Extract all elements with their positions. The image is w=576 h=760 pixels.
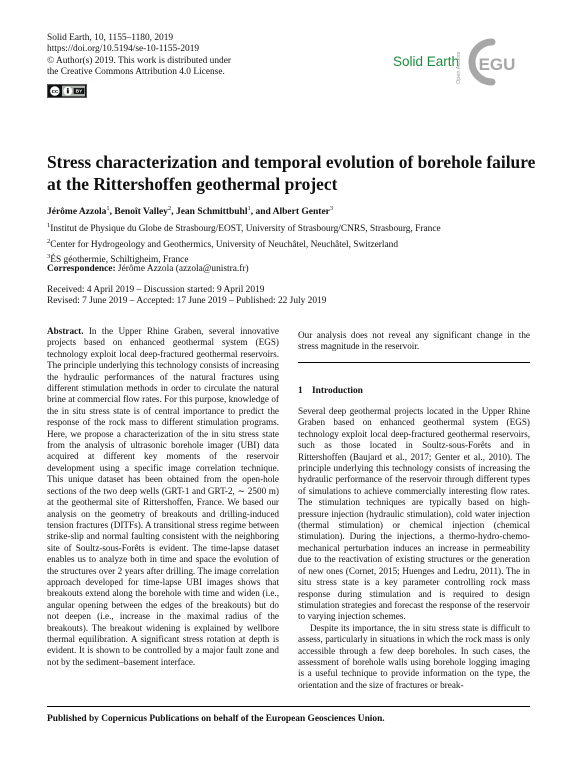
author-affiliation-mark: 1 (247, 205, 251, 212)
author-list (47, 205, 333, 217)
author-name: Benoît Valley (114, 207, 168, 218)
introduction-body (298, 406, 530, 691)
egu-logo-icon (466, 34, 522, 90)
correspondence (47, 264, 249, 274)
svg-text:BY: BY (75, 89, 83, 95)
publication-dates (47, 285, 326, 308)
abstract-text: In the Upper Rhine Graben, several innovative projects based on enhanced geothermal system (EGS) technology exploit local deep-fractured geothermal reservoirs. The principle underlying this technology consists of increasing the hydraulic performances of the natural fractures using different stimulation methods in order to circulate the natural brine at commercial flow rates. For this purpose, knowledge of the in situ stress state is of central importance to predict the response of the rock mass to different stimulation programs. Here, we propose a characterization of the in situ stress state from the analysis of ultrasonic borehole imager (UBI) data acquired at different key moments of the reservoir development using a specific image correlation technique. This unique dataset has been obtained from the open-hole sections of the two deep wells (GRT-1 and GRT-2, ∼ 2500 m) at the geothermal site of Rittershoffen, France. We based our analysis on the geometry of breakouts and drilling-induced tension fractures (DITFs). A transitional stress regime between strike-slip and normal faulting consistent with the neighboring site of Soultz-sous-Forêts is evident. The time-lapse dataset enables us to analyze both in time and space the evolution of the structures over 2 years after drilling. The image correlation approach developed for time-lapse UBI images shows that breakouts extend along the borehole with time and widen (i.e., angular opening between the edges of the breakouts) but do not deepen (i.e., increase in the maximal radius of the breakouts). The breakout widening is explained by wellbore thermal equilibration. A significant stress rotation at depth is evident. It is shown to be controlled by a major fault zone and not by the sediment–basement interface. (47, 326, 279, 667)
article-metadata (47, 33, 347, 79)
author-name: Jérôme Azzola (47, 207, 107, 218)
copyright-line: © Author(s) 2019. This work is distributed under (47, 55, 232, 66)
license-line: the Creative Commons Attribution 4.0 License. (47, 67, 225, 78)
affiliation-text: Institut de Physique du Globe de Strasbourg/EOST, University of Strasbourg/CNRS, Strasbourg, France (50, 224, 441, 235)
journal-name[interactable]: Solid Earth (393, 54, 460, 69)
open-access-label: Open Access (456, 51, 462, 84)
cc-icon (49, 85, 61, 97)
citation-line: Solid Earth, 10, 1155–1180, 2019 (47, 33, 174, 43)
affiliation-text: Center for Hydrogeology and Geothermics, University of Neuchâtel, Neuchâtel, Switzerland (50, 239, 399, 250)
received-line: Received: 4 April 2019 – Discussion started: 9 April 2019 (47, 285, 265, 295)
attribution-icon (62, 85, 85, 97)
author-separator: , (171, 207, 176, 218)
svg-text:EGU: EGU (478, 55, 516, 74)
affiliation-item (47, 220, 441, 236)
svg-text:cc: cc (51, 89, 59, 96)
affiliation-text: ÉS géothermie, Schiltigheim, France (50, 255, 189, 266)
published-line: Revised: 7 June 2019 – Accepted: 17 June 2019 – Published: 22 July 2019 (47, 296, 327, 307)
author-affiliation-mark: 2 (167, 205, 172, 212)
intro-paragraph-1: Several deep geothermal projects located in the Upper Rhine Graben based on enhanced geothermal system (EGS) technology exploit local deep-fractured geothermal reservoirs, such as those located in Soultz-sous-Forêts and in Rittershoffen (Baujard et al., 2017; Genter et al., 2010). The principle underlying this technology consists of increasing the hydraulic performance of the reservoir through different types of simulations to achieve commercially interesting flow rates. The stimulation techniques are typically based on high-pressure injection (hydraulic stimulation), cold water injection (thermal stimulation) or chemical injection (chemical stimulation). During the injections, a thermo-hydro-chemo-mechanical perturbation induces an increase in permeability due to the reactivation of existing structures or the generation of new ones (Cornet, 2015; Huenges and Ledru, 2011). The in situ stress state is a key parameter controlling rock mass response during stimulation and is required to design stimulation strategies and forecast the response of the reservoir to varying injection schemes. (298, 406, 530, 622)
affiliation-number: 3 (47, 253, 51, 261)
affiliation-number: 1 (47, 222, 51, 229)
section-title: Introduction (312, 386, 363, 396)
cc-by-license-badge[interactable] (47, 84, 87, 98)
footer-rule (47, 706, 530, 707)
author-separator: , and (250, 207, 273, 218)
paper-title: Stress characterization and temporal evolution of borehole failure at the Rittershoffen geothermal project (47, 152, 536, 194)
correspondence-label: Correspondence: (47, 264, 116, 274)
author-name: Jean Schmittbuhl (175, 207, 248, 218)
author-separator: , (109, 207, 115, 218)
author-affiliation-mark: 3 (329, 205, 334, 212)
author-name: Albert Genter (272, 207, 330, 218)
abstract-continuation-text: Our analysis does not reveal any significant change in the stress magnitude in the reservoir. (298, 330, 530, 352)
author-affiliation-mark: 1 (106, 205, 110, 212)
abstract-end-rule (298, 362, 530, 363)
affiliation-number: 2 (47, 237, 51, 245)
affiliations (47, 220, 441, 267)
affiliation-item (47, 236, 441, 252)
section-number: 1 (298, 386, 303, 396)
publisher-footer: Published by Copernicus Publications on behalf of the European Geosciences Union. (47, 714, 385, 724)
abstract-continuation (298, 330, 530, 353)
abstract (47, 326, 279, 668)
doi-link[interactable]: https://doi.org/10.5194/se-10-1155-2019 (47, 44, 200, 55)
section-heading (298, 386, 363, 396)
correspondence-email[interactable]: Jérôme Azzola (azzola@unistra.fr) (117, 264, 249, 274)
abstract-label: Abstract. (47, 326, 84, 336)
intro-paragraph-2: Despite its importance, the in situ stress state is difficult to assess, particularly in situations in which the rock mass is only accessible through a few deep boreholes. In such cases, the assessment of borehole walls using borehole logging imaging is a useful technique to provide information on the type, the orientation and the size of fractures or break- (298, 622, 530, 690)
